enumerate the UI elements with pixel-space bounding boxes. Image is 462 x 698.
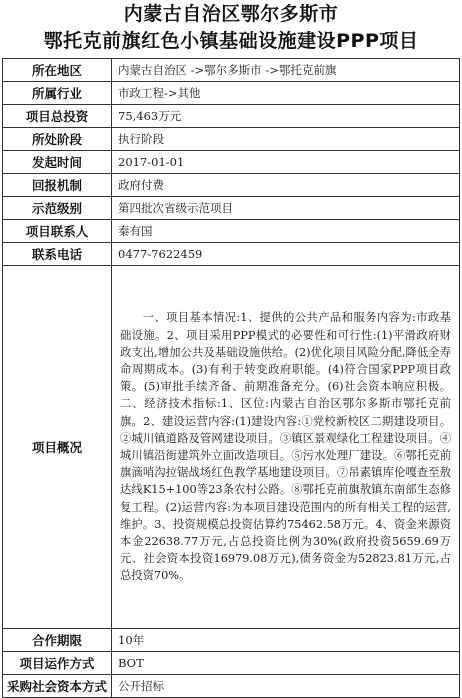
- value-return-mechanism: 政府付费: [112, 174, 460, 197]
- label-term: 合作期限: [3, 629, 112, 652]
- row-stage: [3, 128, 460, 151]
- label-stage: 所处阶段: [3, 128, 112, 151]
- overview-text: 一、项目基本情况:1、提供的公共产品和服务内容为:市政基础设施。2、项目采用PPP模式的必要性和可行性:(1)平滑政府财政支出,增加公共及基础设施供给。(2)优化项目风险分配,降低全寿命周期成本。(3)有利于转变政府职能。(4)符合国家PPP项目政策。(5)审批手续齐备、前期准备充分。(6)社会资本响应积极。二、经济技术指标:1、区位:内蒙古自治区鄂尔多斯市鄂托克前旗。2、建设运营内容:(1)建设内容:①党校新校区二期建设项目。②城川镇道路及管网建设项目。③镇区景观绿化工程建设项目。④城川镇沿街建筑外立面改造项目。⑤污水处理厂建设。⑥鄂托克前旗滴哨沟拉锯战场红色教学基地建设项目。⑦吊素镇库伦嘎查至敖达线K15+100等23条农村公路。⑧鄂托克前旗敖镇东南部生态修复工程。(2)运营内容:为本项目建设范围内的所有相关工程的运营,维护。3、投资规模总投资估算约75462.58万元。4、资金来源资本金22638.77万元,占总投资比例为30%(政府投资5659.69万元、社会资本投资16979.08万元),债务资金为52823.81万元,占总投资70%。: [120, 311, 451, 583]
- title-line-2: 鄂托克前旗红色小镇基础设施建设PPP项目: [43, 30, 419, 52]
- label-procurement: 采购社会资本方式: [3, 675, 112, 698]
- label-operation-mode: 项目运作方式: [3, 652, 112, 675]
- label-start-date: 发起时间: [3, 151, 112, 174]
- label-region: 所在地区: [3, 59, 112, 82]
- label-total-investment: 项目总投资: [3, 105, 112, 128]
- value-region: 内蒙古自治区 ->鄂尔多斯市 ->鄂托克前旗: [112, 59, 460, 82]
- row-contact-person: [3, 220, 460, 243]
- value-overview-cell: [112, 266, 460, 629]
- title-line-1: 内蒙古自治区鄂尔多斯市: [123, 3, 339, 25]
- value-total-investment: 75,463万元: [112, 105, 460, 128]
- row-region: [3, 59, 460, 82]
- value-demo-level: 第四批次省级示范项目: [112, 197, 460, 220]
- value-procurement: 公开招标: [112, 675, 460, 698]
- row-phone: [3, 243, 460, 266]
- value-start-date: 2017-01-01: [112, 151, 460, 174]
- label-demo-level: 示范级别: [3, 197, 112, 220]
- row-procurement: [3, 675, 460, 698]
- row-total-investment: [3, 105, 460, 128]
- label-phone: 联系电话: [3, 243, 112, 266]
- row-industry: [3, 82, 460, 105]
- row-operation-mode: [3, 652, 460, 675]
- label-industry: 所属行业: [3, 82, 112, 105]
- value-stage: 执行阶段: [112, 128, 460, 151]
- row-demo-level: [3, 197, 460, 220]
- row-start-date: [3, 151, 460, 174]
- row-overview: [3, 266, 460, 629]
- label-contact-person: 项目联系人: [3, 220, 112, 243]
- row-return-mechanism: [3, 174, 460, 197]
- value-operation-mode: BOT: [112, 652, 460, 675]
- label-return-mechanism: 回报机制: [3, 174, 112, 197]
- project-info-table: [2, 58, 460, 698]
- value-term: 10年: [112, 629, 460, 652]
- row-term: [3, 629, 460, 652]
- value-industry: 市政工程->其他: [112, 82, 460, 105]
- value-contact-person: 秦有国: [112, 220, 460, 243]
- value-phone: 0477-7622459: [112, 243, 460, 266]
- label-overview: 项目概况: [3, 266, 112, 629]
